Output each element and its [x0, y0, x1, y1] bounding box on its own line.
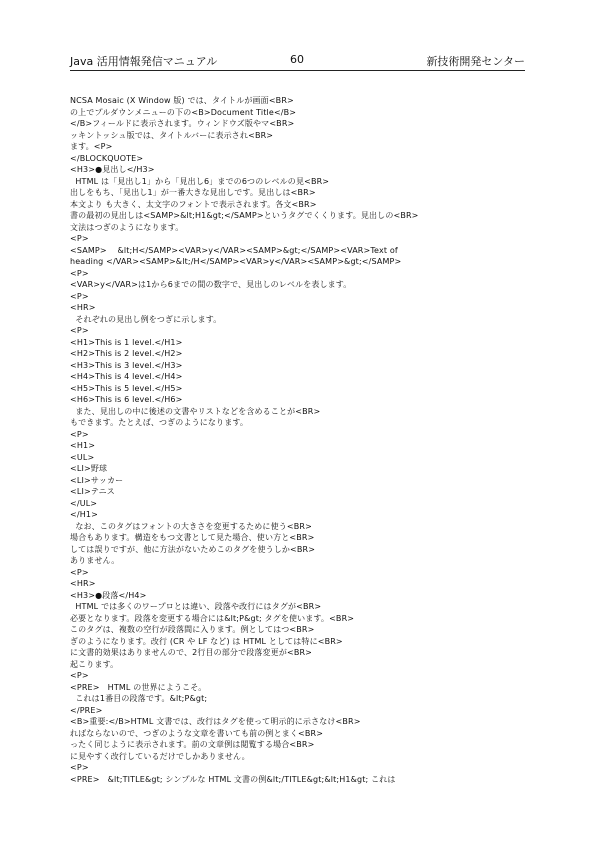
text-line: 必要となります。段落を変更する場合には&lt;P&gt; タグを使います。<BR>: [70, 613, 355, 623]
text-line: また、見出しの中に後述の文書やリストなどを含めることが<BR>: [70, 406, 321, 416]
text-line: <H3>●段落</H4>: [70, 590, 147, 600]
text-line: に文書的効果はありませんので、2行目の部分で段落変更が<BR>: [70, 648, 313, 657]
text-line: NCSA Mosaic (X Window 版) では、タイトルが画面<BR>: [70, 96, 294, 105]
text-line: 文法はつぎのようになります。: [70, 222, 184, 232]
text-line: 場合もあります。構造をもつ文書として見た場合、使い方と<BR>: [70, 533, 315, 542]
text-line: <H1>: [70, 441, 96, 450]
text-line: HTML は「見出し1」から「見出し6」までの6つのレベルの見<BR>: [70, 176, 330, 186]
text-line: </PRE>: [70, 705, 103, 715]
text-line: <LI>サッカー: [70, 475, 124, 485]
text-line: <HR>: [70, 303, 96, 312]
text-line: 書の最初の見出しは<SAMP>&lt;H1&gt;</SAMP>というタグでくくります。見出しの<BR>: [70, 211, 419, 220]
text-line: ッキントッシュ版では、タイトルバーに表示され<BR>: [70, 130, 274, 140]
header-page-number: 60: [290, 53, 304, 66]
text-line: <UL>: [70, 452, 95, 462]
text-line: に見やすく改行しているだけでしかありません。: [70, 751, 250, 761]
text-line: </H1>: [70, 510, 98, 519]
text-line: <H3>This is 3 level.</H3>: [70, 360, 183, 370]
text-line: ればならないので、つぎのような文章を書いても前の例とまく<BR>: [70, 728, 324, 738]
text-line: </BLOCKQUOTE>: [70, 153, 144, 163]
text-line: ぎのようになります。改行 (CR や LF など) は HTML としては特に<BR>: [70, 636, 343, 646]
text-line: <P>: [70, 268, 89, 278]
text-line: <H1>This is 1 level.</H1>: [70, 337, 183, 347]
text-line: <HR>: [70, 579, 96, 588]
text-line: <VAR>y</VAR>は1から6までの間の数字で、見出しのレベルを表します。: [70, 280, 352, 289]
text-line: heading </VAR><SAMP>&lt;/H</SAMP><VAR>y</VAR><SAMP>&gt;</SAMP>: [70, 257, 402, 266]
text-line: ありません。: [70, 556, 120, 565]
text-line: 出しをもち、「見出し1」が一番大きな見出しです。見出しは<BR>: [70, 188, 316, 197]
text-line: それぞれの見出し例をつぎに示します。: [70, 314, 222, 324]
text-line: <PRE> HTML の世界にようこそ。: [70, 682, 207, 692]
text-line: </B>フィールドに表示されます。ウィンドウズ版やマ<BR>: [70, 119, 295, 128]
text-line: <LI>テニス: [70, 487, 115, 496]
text-line: <P>: [70, 291, 89, 301]
text-line: このタグは、複数の空行が段落間に入ります。例としてはつ<BR>: [70, 625, 315, 634]
text-line: </UL>: [70, 498, 98, 508]
text-line: <H5>This is 5 level.</H5>: [70, 383, 183, 393]
text-line: <P>: [70, 429, 89, 439]
text-line: 本文より も大きく、太文字のフォントで表示されます。各文<BR>: [70, 199, 317, 209]
text-line: ったく同じように表示されます。前の文章例は閲覧する場合<BR>: [70, 740, 315, 749]
text-line: もできます。たとえば、つぎのようになります。: [70, 418, 249, 427]
text-line: ます。<P>: [70, 142, 113, 151]
text-line: <H6>This is 6 level.</H6>: [70, 395, 183, 404]
page-header: [70, 53, 525, 69]
text-line: <P>: [70, 326, 89, 335]
text-line: <H2>This is 2 level.</H2>: [70, 349, 183, 358]
text-line: の上でプルダウンメニューの下の<B>Document Title</B>: [70, 107, 297, 117]
header-manual-title: Java 活用情報発信マニュアル: [70, 55, 218, 68]
header-organization: 新技術開発センター: [426, 55, 525, 68]
text-line: <P>: [70, 234, 89, 243]
text-line: <PRE> &lt;TITLE&gt; シンプルな HTML 文書の例&lt;/TITLE&gt;&lt;H1&gt; これは: [70, 774, 396, 784]
text-line: HTML では多くのワープロとは違い、段落や改行にはタグが<BR>: [70, 602, 322, 611]
text-line: <SAMP> &lt;H</SAMP><VAR>y</VAR><SAMP>&gt;</SAMP><VAR>Text of: [70, 245, 398, 255]
text-line: <H3>●見出し</H3>: [70, 165, 155, 174]
document-body: [70, 95, 530, 785]
text-line: <H4>This is 4 level.</H4>: [70, 372, 183, 381]
text-line: <P>: [70, 567, 89, 577]
text-line: <P>: [70, 671, 89, 680]
text-line: <B>重要:</B>HTML 文書では、改行はタグを使って明示的に示さなけ<BR>: [70, 717, 361, 726]
text-line: 起こります。: [70, 659, 119, 669]
header-rule: [70, 70, 525, 71]
text-line: これは1番目の段落です。&lt;P&gt;: [70, 694, 208, 703]
text-line: しては誤りですが、他に方法がないためこのタグを使うしか<BR>: [70, 544, 316, 554]
text-line: <P>: [70, 763, 89, 772]
text-line: <LI>野球: [70, 464, 108, 473]
text-line: なお、このタグはフォントの大きさを変更するために使う<BR>: [70, 521, 312, 531]
